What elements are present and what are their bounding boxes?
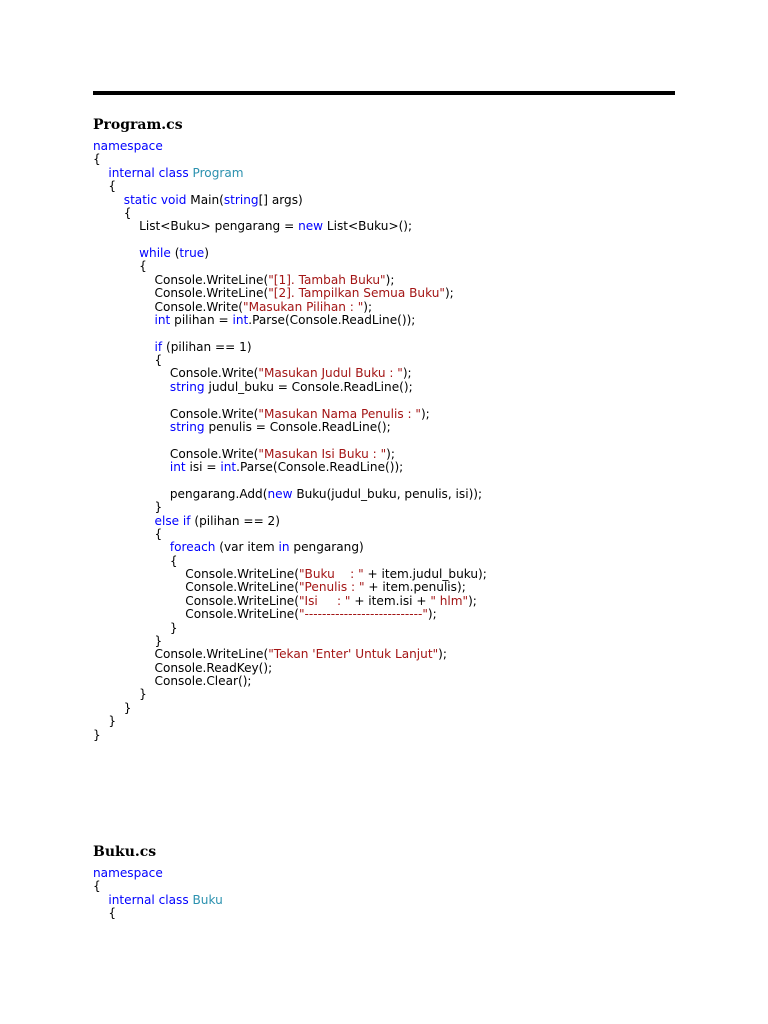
code-string-literal: "[2]. Tampilkan Semua Buku" (268, 286, 445, 301)
code-string-literal: "[1]. Tambah Buku" (268, 272, 386, 287)
code-text: .Parse(Console.ReadLine()); (248, 312, 416, 327)
code-text: Main( (190, 192, 224, 207)
code-keyword: static void (123, 192, 191, 207)
code-string-literal: "Masukan Judul Buku : " (258, 366, 403, 381)
code-line (93, 675, 487, 688)
page-top-rule (93, 91, 675, 95)
code-text (93, 313, 155, 327)
code-line (93, 194, 487, 207)
code-string-literal: "Penulis : " (298, 580, 365, 595)
code-keyword: internal class (108, 892, 193, 907)
code-text: Console.WriteLine( (93, 580, 299, 595)
code-type-name: Program (192, 165, 244, 180)
code-keyword: string (169, 419, 209, 434)
code-text: ); (438, 647, 447, 662)
code-text: (pilihan == 1) (165, 339, 252, 354)
code-line (93, 867, 223, 880)
code-line (93, 408, 487, 421)
code-line (93, 894, 223, 907)
code-line (93, 180, 487, 193)
code-keyword: in (278, 540, 294, 555)
code-keyword: int (169, 460, 190, 474)
code-string-literal: "Tekan 'Enter' Untuk Lanjut" (268, 647, 439, 662)
code-text: ) (204, 246, 209, 260)
code-text: pengarang.Add( (93, 486, 268, 501)
code-line (93, 635, 487, 648)
program-cs-section (93, 116, 487, 742)
code-text: (pilihan == 2) (194, 513, 280, 528)
code-line (93, 622, 487, 635)
code-line (93, 274, 487, 287)
code-text: } (93, 500, 163, 515)
code-block-buku-cs (93, 867, 223, 921)
code-line (93, 354, 487, 367)
code-text: Console.Write( (93, 406, 259, 421)
code-text: Console.Write( (93, 446, 259, 461)
code-text: Console.Write( (93, 366, 259, 381)
code-line (93, 234, 487, 247)
code-line (93, 140, 487, 153)
code-text: pilihan = (174, 312, 233, 327)
code-text: List<Buku>(); (326, 219, 413, 234)
code-text: Console.WriteLine( (93, 272, 269, 287)
code-string-literal: "Masukan Pilihan : " (243, 299, 364, 314)
code-keyword: else if (154, 513, 195, 528)
code-keyword: int (220, 460, 237, 474)
code-text (93, 166, 108, 180)
code-text: } (93, 633, 163, 648)
code-text: Console.Write( (93, 299, 244, 314)
file-title-buku-cs: Buku.cs (93, 844, 157, 860)
code-line (93, 220, 487, 233)
code-text (93, 514, 155, 528)
code-line (93, 448, 487, 461)
code-keyword: namespace (93, 866, 163, 880)
code-line (93, 153, 487, 166)
code-string-literal: "Masukan Nama Penulis : " (258, 406, 421, 421)
code-text: ); (386, 446, 395, 461)
code-line (93, 880, 223, 893)
code-block-program-cs (93, 140, 487, 742)
code-text: .Parse(Console.ReadLine()); (236, 460, 404, 474)
code-line (93, 608, 487, 621)
code-keyword: int (232, 312, 249, 327)
code-text: [] args) (258, 192, 303, 207)
code-text: } (93, 700, 132, 715)
code-text: + item.penulis); (364, 580, 466, 595)
code-text (93, 540, 170, 554)
code-text: ); (363, 299, 373, 314)
code-keyword: true (179, 246, 205, 260)
code-line (93, 381, 487, 394)
code-text: { (93, 879, 101, 894)
code-line (93, 595, 487, 608)
code-type-name: Buku (192, 892, 223, 907)
code-text: { (93, 906, 117, 921)
code-text: judul_buku = Console.ReadLine(); (208, 379, 413, 394)
code-text: Console.WriteLine( (93, 607, 299, 622)
code-text: + item.isi + (350, 593, 431, 608)
code-text: { (93, 179, 117, 194)
code-keyword: while (139, 246, 175, 260)
code-text: ); (444, 286, 454, 301)
code-text: { (93, 205, 132, 220)
code-text (93, 380, 170, 394)
code-text (93, 420, 170, 434)
code-line (93, 688, 487, 701)
code-keyword: int (154, 312, 175, 327)
code-line (93, 528, 487, 541)
code-string-literal: " hlm" (430, 593, 469, 608)
code-line (93, 662, 487, 675)
code-text: + item.judul_buku); (363, 567, 487, 581)
code-text: } (93, 687, 147, 702)
code-line (93, 648, 487, 661)
code-text: { (93, 553, 178, 568)
code-text: { (93, 526, 163, 541)
code-text (93, 893, 108, 907)
code-line (93, 434, 487, 447)
code-line (93, 501, 487, 514)
code-keyword: internal class (108, 165, 193, 180)
code-text: penulis = Console.ReadLine(); (208, 419, 391, 434)
code-string-literal: "---------------------------" (298, 607, 428, 622)
code-line (93, 488, 487, 501)
code-text: ); (420, 406, 430, 421)
code-text: (var item (219, 540, 279, 555)
code-text: Console.Clear(); (93, 674, 252, 688)
code-line (93, 515, 487, 528)
code-line (93, 581, 487, 594)
code-text: ); (468, 593, 477, 608)
code-text (93, 340, 155, 354)
code-text: Console.WriteLine( (93, 567, 299, 581)
code-text: Console.ReadKey(); (93, 660, 273, 675)
code-line (93, 907, 223, 920)
code-line (93, 341, 487, 354)
code-string-literal: "Masukan Isi Buku : " (258, 446, 387, 461)
code-line (93, 314, 487, 327)
code-line (93, 287, 487, 300)
code-text (93, 460, 170, 474)
code-line (93, 568, 487, 581)
code-text: List<Buku> pengarang = (93, 219, 299, 234)
code-line (93, 394, 487, 407)
file-title-program-cs: Program.cs (93, 117, 183, 133)
code-text: ); (402, 366, 412, 381)
code-line (93, 247, 487, 260)
code-line (93, 729, 487, 742)
code-line (93, 702, 487, 715)
code-text: ( (174, 246, 180, 260)
code-text: } (93, 714, 117, 729)
code-text: { (93, 259, 147, 274)
code-text: Console.WriteLine( (93, 593, 299, 608)
code-keyword: new (267, 486, 297, 501)
code-text: ); (385, 272, 395, 287)
code-text: isi = (189, 460, 221, 474)
code-line (93, 367, 487, 380)
code-line (93, 555, 487, 568)
code-keyword: string (223, 192, 259, 207)
code-keyword: namespace (93, 139, 163, 153)
code-line (93, 207, 487, 220)
code-text (93, 193, 124, 207)
buku-cs-section (93, 843, 223, 921)
code-text (93, 246, 139, 260)
code-keyword: new (298, 219, 327, 234)
code-text: } (93, 620, 178, 635)
code-keyword: string (169, 379, 209, 394)
code-keyword: foreach (169, 540, 220, 555)
code-text: Buku(judul_buku, penulis, isi)); (296, 486, 483, 501)
code-line (93, 327, 487, 340)
code-text: } (93, 727, 101, 742)
code-line (93, 474, 487, 487)
code-string-literal: "Isi : " (298, 593, 351, 608)
code-line (93, 715, 487, 728)
code-line (93, 167, 487, 180)
code-line (93, 421, 487, 434)
code-line (93, 260, 487, 273)
code-text: pengarang) (293, 540, 364, 555)
code-keyword: if (154, 339, 166, 354)
code-line (93, 301, 487, 314)
code-text: { (93, 353, 163, 367)
code-text: Console.WriteLine( (93, 647, 269, 662)
code-text: Console.WriteLine( (93, 286, 269, 301)
code-string-literal: "Buku : " (298, 567, 364, 581)
code-line (93, 541, 487, 554)
code-text: ); (427, 607, 437, 622)
code-line (93, 461, 487, 474)
code-text: { (93, 152, 101, 167)
